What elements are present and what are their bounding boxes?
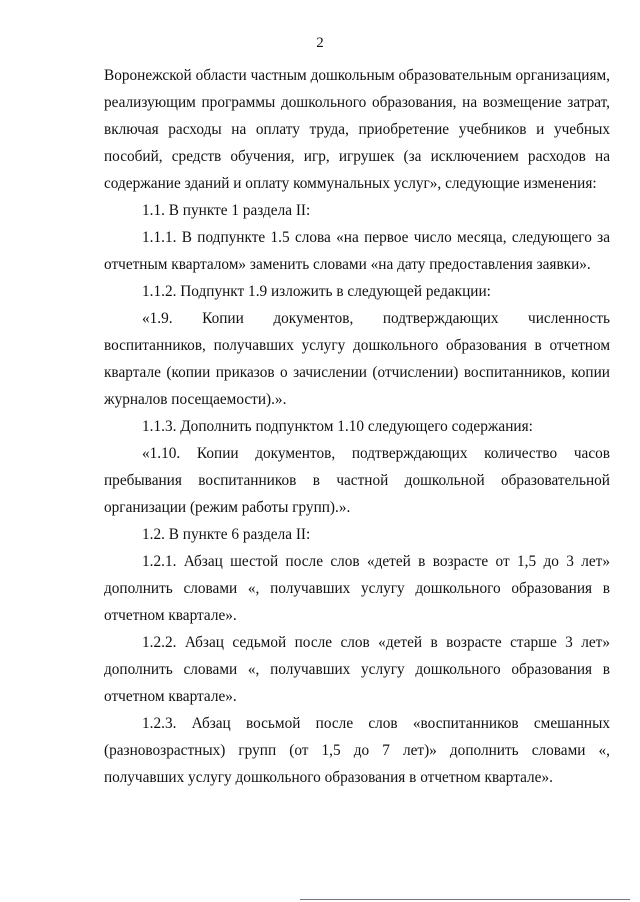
paragraph-1-2-3: 1.2.3. Абзац восьмой после слов «воспитанников смешанных (разновозрастных) групп (от 1,5 до 7 лет)» дополнить словами «, получавших услугу дошкольного образования в отчетном квартале». (104, 715, 610, 786)
paragraph-1-2-2: 1.2.2. Абзац седьмой после слов «детей в возрасте старше 3 лет» дополнить словами «, получавших услугу дошкольного образования в отчетном квартале». (104, 634, 610, 705)
paragraph-continuation: Воронежской области частным дошкольным образовательным организациям, реализующим программы дошкольного образования, на возмещение затрат, включая расходы на оплату труда, приобретение учебников и учебных пособий, средств обучения, игр, игрушек (за исключением расходов на содержание зданий и оплату коммунальных услуг», следующие изменения: (104, 67, 610, 192)
paragraph-1-1: 1.1. В пункте 1 раздела II: (142, 202, 311, 219)
document-body (104, 62, 610, 791)
paragraph-1-2-1: 1.2.1. Абзац шестой после слов «детей в возрасте от 1,5 до 3 лет» дополнить словами «, получавших услугу дошкольного образования в отчетном квартале». (104, 553, 610, 624)
paragraph-1-1-1: 1.1.1. В подпункте 1.5 слова «на первое число месяца, следующего за отчетным кварталом» заменить словами «на дату предоставления заявки». (104, 229, 610, 273)
paragraph-quote-1-10: «1.10. Копии документов, подтверждающих количество часов пребывания воспитанников в частной дошкольной образовательной организации (режим работы групп).». (104, 445, 610, 516)
paragraph-1-1-2: 1.1.2. Подпункт 1.9 изложить в следующей редакции: (142, 283, 491, 300)
paragraph-quote-1-9: «1.9. Копии документов, подтверждающих численность воспитанников, получавших услугу дошкольного образования в отчетном квартале (копии приказов о зачислении (отчислении) воспитанников, копии журналов посещаемости).». (104, 310, 610, 408)
scan-bottom-edge (300, 899, 630, 900)
page-number: 2 (316, 35, 324, 51)
paragraph-1-1-3: 1.1.3. Дополнить подпунктом 1.10 следующего содержания: (142, 418, 533, 435)
paragraph-1-2: 1.2. В пункте 6 раздела II: (142, 526, 311, 543)
